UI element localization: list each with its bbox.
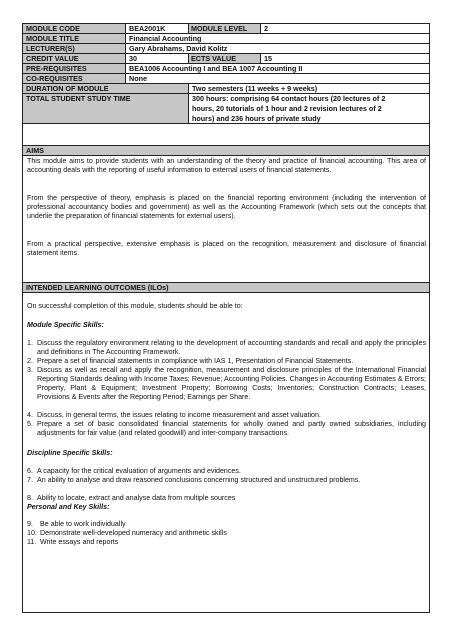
module-skills-heading: Module Specific Skills: (27, 321, 104, 329)
item-text: Discuss as well as recall and apply the recognition, measurement and disclosure principles of the International Financial Reporting Standards dealing with Income Taxes; Revenue; Accounting Policies. Changes in Accounting Estimates & Errors; Property, Plant & Equipment; Investment Property; Borrowing Costs; Inventories; Construction Contracts; Leases, Provisions & Events after the Reporting Period; Earnings per Share. (37, 366, 426, 401)
study-time-line: hours) and 236 hours of private study (192, 114, 321, 123)
grid-line (188, 23, 189, 34)
module-level-value: 2 (264, 24, 268, 33)
grid-line (188, 83, 189, 124)
item-text: Prepare a set of financial statements in compliance with IAS 1, Presentation of Financial Statements. (37, 357, 354, 365)
list-item (27, 357, 426, 366)
item-number: 11. (27, 538, 37, 546)
list-item (27, 411, 426, 420)
aims-heading: AIMS (26, 146, 44, 155)
module-level-label: MODULE LEVEL (191, 24, 248, 33)
lecturers-value: Gary Abrahams, David Kolitz (129, 44, 228, 53)
credit-value: 30 (129, 54, 137, 63)
item-number: 8. (27, 494, 33, 502)
lecturers-label: LECTURER(S) (26, 44, 75, 53)
discipline-skills-heading: Discipline Specific Skills: (27, 449, 113, 457)
item-number: 4. (27, 411, 33, 419)
grid-line (260, 23, 261, 34)
personal-skills-heading: Personal and Key Skills: (27, 503, 110, 511)
item-number: 9. (27, 520, 33, 528)
grid-line (125, 23, 126, 84)
module-code-value: BEA2001K (129, 24, 166, 33)
item-text: Ability to locate, extract and analyse data from multiple sources (37, 494, 236, 502)
list-item (27, 538, 426, 547)
item-text: Write essays and reports (40, 538, 119, 546)
item-text: Discuss, in general terms, the issues relating to income measurement and asset valuation. (37, 411, 321, 419)
ects-label: ECTS VALUE (191, 54, 236, 63)
aims-heading-bar (23, 146, 429, 155)
grid-line (22, 33, 430, 34)
module-code-label: MODULE CODE (26, 24, 80, 33)
item-text: An ability to analyse and draw reasoned conclusions concerning structured and unstructured problems. (37, 476, 361, 484)
item-text: Discuss the regulatory environment relating to the development of accounting standards and recall and apply the principles and definitions in The Accounting Framework. (37, 339, 426, 356)
item-number: 3. (27, 366, 33, 374)
study-time-line: hours, 20 tutorials of 1 hour and 2 revision lectures of 2 (192, 104, 382, 113)
item-number: 2. (27, 357, 33, 365)
list-item (27, 476, 426, 485)
list-item (27, 339, 426, 357)
item-text: A capacity for the critical evaluation of arguments and evidences. (37, 467, 241, 475)
grid-line (188, 53, 189, 64)
aims-paragraph: This module aims to provide students with an understanding of the theory and practice of financial accounting. This area of accounting deals with the reporting of useful information to external users of financial statements. (27, 157, 426, 174)
item-text: Be able to work individually (40, 520, 126, 528)
aims-paragraph: From a practical perspective, extensive emphasis is placed on the recognition, measurement and disclosure of financial statement items. (27, 240, 426, 257)
list-item (27, 420, 426, 438)
study-time-label: TOTAL STUDENT STUDY TIME (26, 94, 131, 103)
credit-label: CREDIT VALUE (26, 54, 79, 63)
prereq-value: BEA1006 Accounting I and BEA 1007 Accounting II (129, 64, 303, 73)
grid-line (260, 53, 261, 64)
list-item (27, 529, 426, 538)
grid-line (22, 155, 430, 156)
item-number: 6. (27, 467, 33, 475)
list-item (27, 520, 426, 529)
item-number: 1. (27, 339, 33, 347)
list-item (27, 494, 426, 503)
ilos-intro: On successful completion of this module, students should be able to: (27, 302, 243, 310)
grid-line (22, 73, 430, 74)
item-text: Demonstrate well-developed numeracy and arithmetic skills (40, 529, 227, 537)
module-title-label: MODULE TITLE (26, 34, 80, 43)
duration-value: Two semesters (11 weeks + 9 weeks) (192, 84, 318, 93)
ects-value: 15 (264, 54, 272, 63)
duration-label: DURATION OF MODULE (26, 84, 109, 93)
grid-line (22, 123, 430, 124)
item-number: 10. (27, 529, 37, 537)
item-number: 5. (27, 420, 33, 428)
module-title-value: Financial Accounting (129, 34, 202, 43)
coreq-label: CO-REQUISITES (26, 74, 83, 83)
list-item (27, 366, 426, 402)
grid-line (22, 145, 430, 146)
grid-line (22, 292, 430, 293)
coreq-value: None (129, 74, 147, 83)
list-item (27, 467, 426, 476)
ilos-heading: INTENDED LEARNING OUTCOMES (ILOs) (26, 283, 169, 292)
item-number: 7. (27, 476, 33, 484)
aims-paragraph: From the perspective of theory, emphasis is placed on the financial reporting environment (including the intervention of professional accountancy bodies and government) as well as the Accounting Framework (which sets out the concepts that underlie the preparation of financial statements for external users). (27, 194, 426, 220)
study-time-line: 300 hours: comprising 64 contact hours (20 lectures of 2 (192, 94, 386, 103)
prereq-label: PRE-REQUISITES (26, 64, 87, 73)
item-text: Prepare a set of basic consolidated financial statements for wholly owned and partly owned subsidiaries, including adjustments for fair value (and related goodwill) and inter-company transactions. (37, 420, 426, 437)
